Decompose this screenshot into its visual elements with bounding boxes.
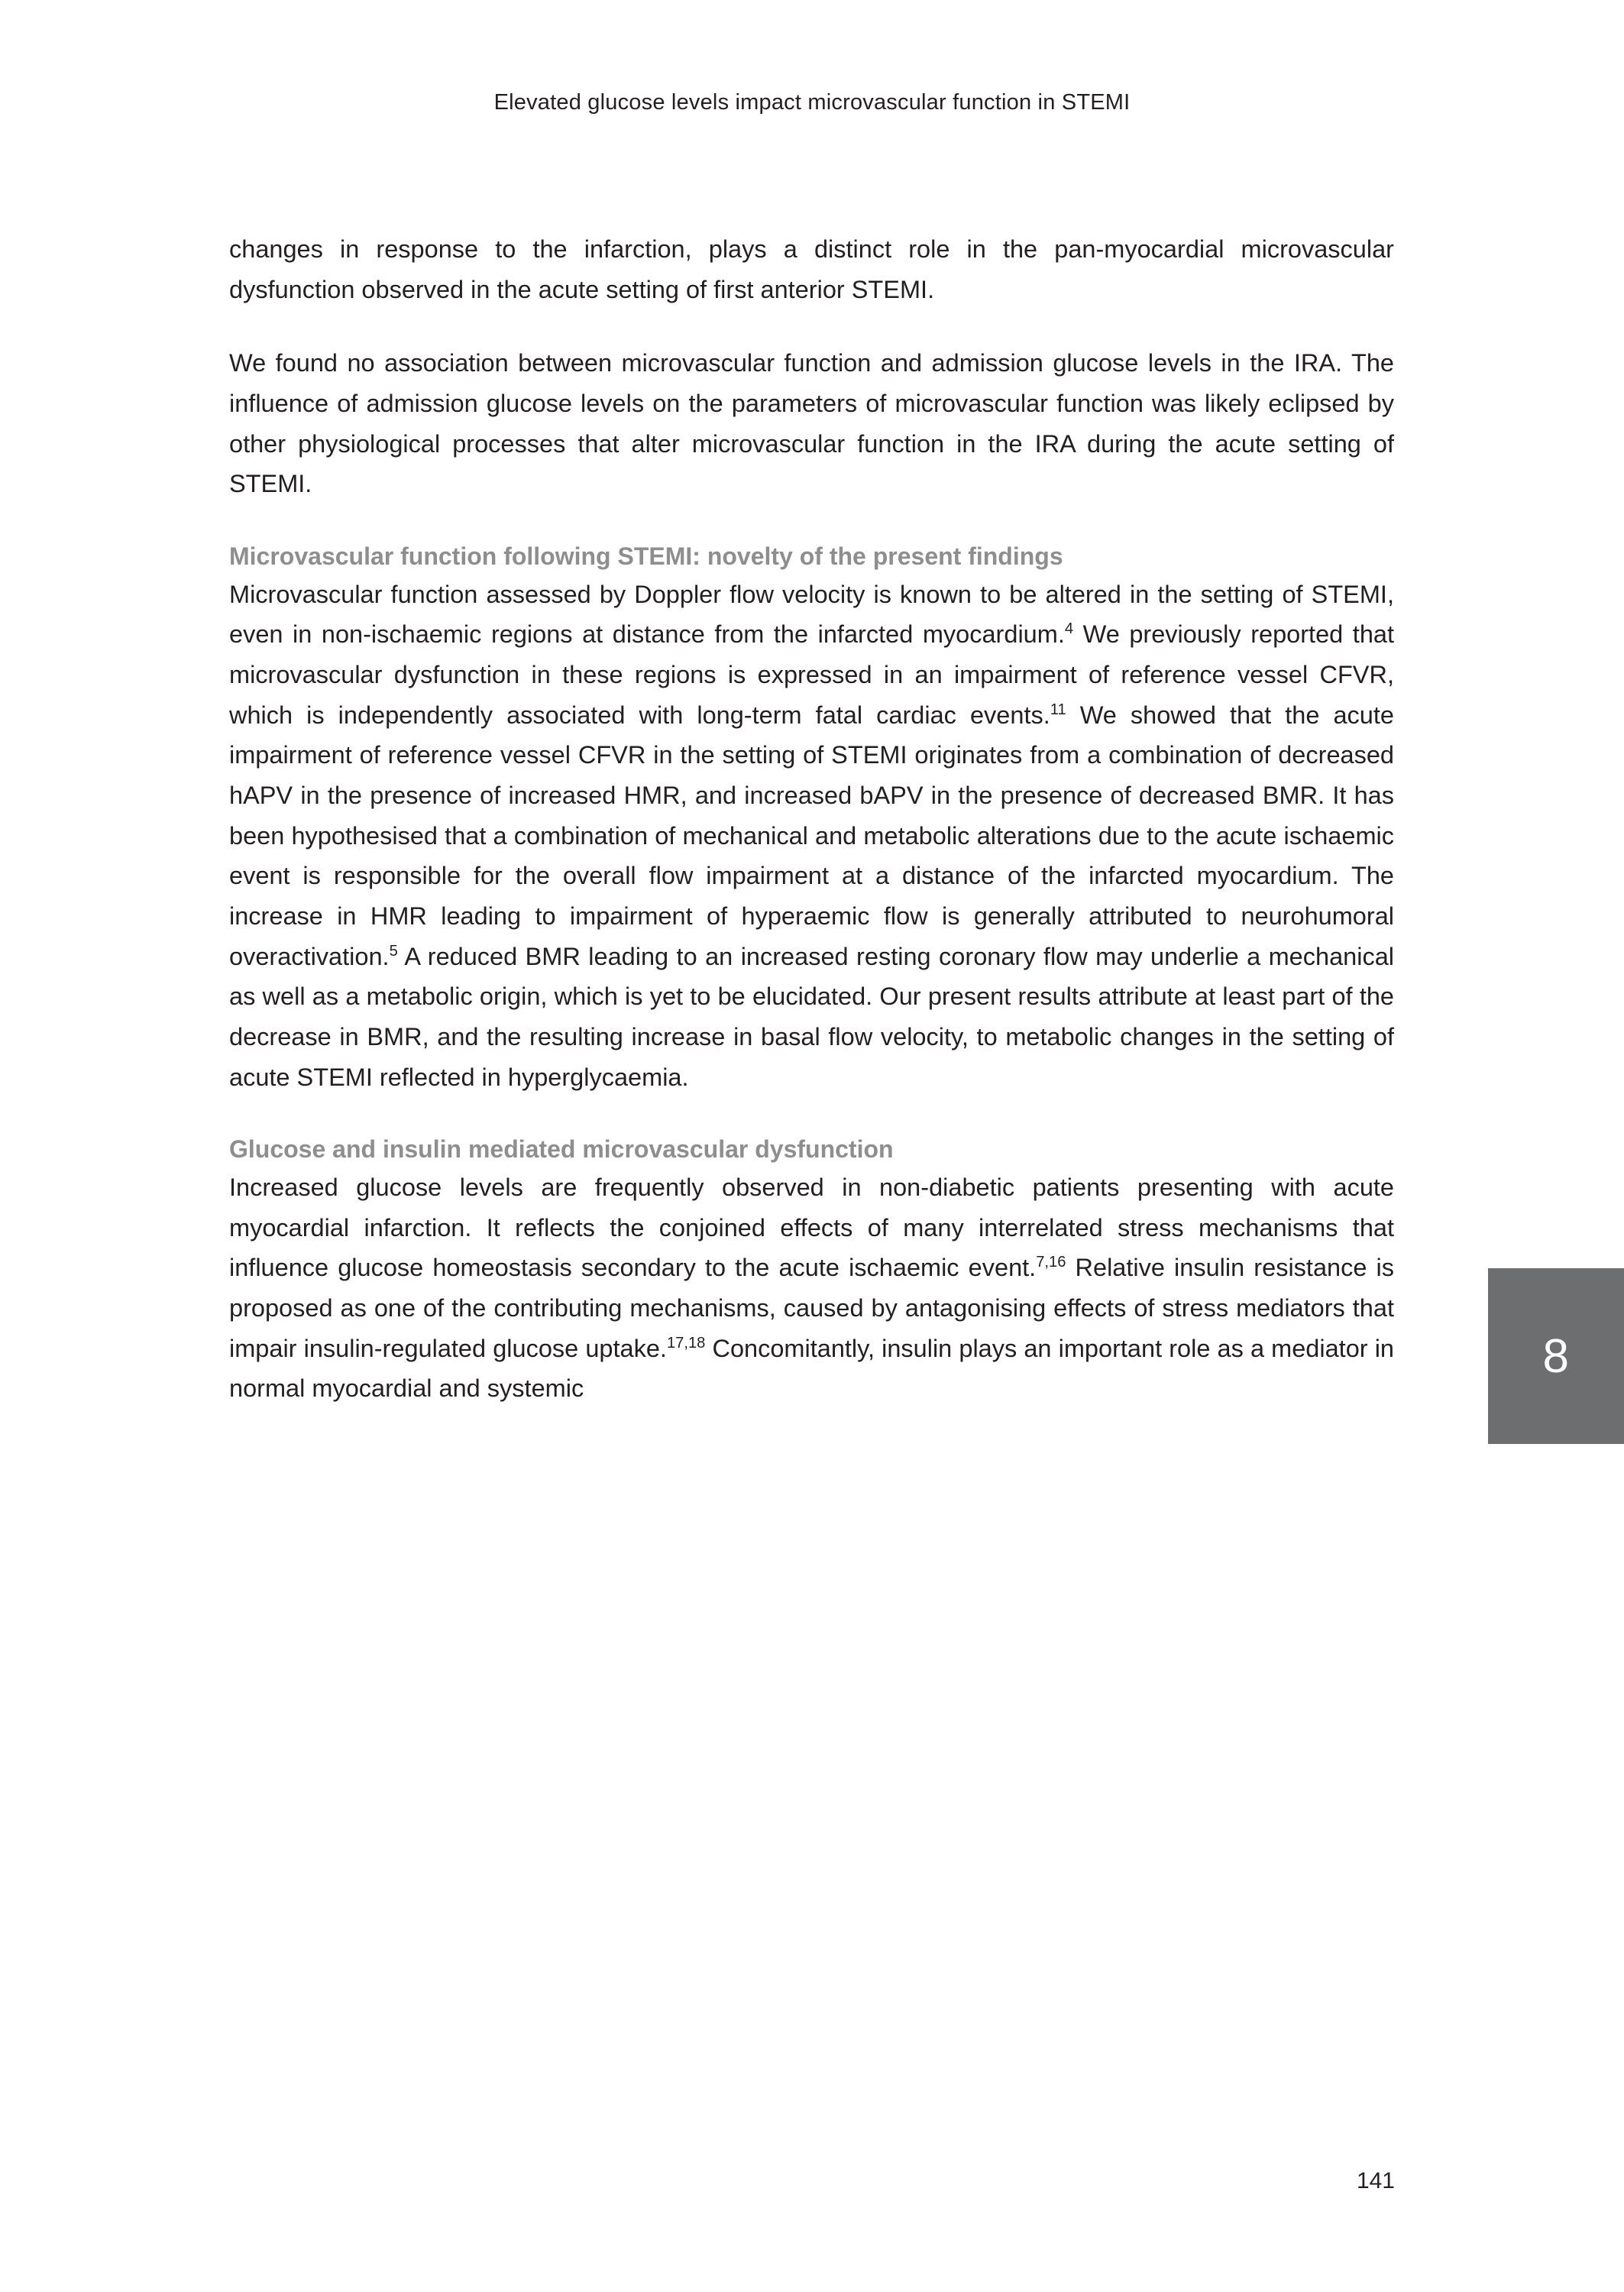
- paragraph-4-part-c: Concomitantly, insulin plays an important role as a mediator in normal myocardial and systemic: [229, 1334, 1395, 1403]
- paragraph-2: We found no association between microvascular function and admission glucose levels in the IRA. The influence of admission glucose levels on the parameters of microvascular function was likely eclipsed by other physiological processes that alter microvascular function in the IRA during the acute setting of STEMI.: [229, 349, 1394, 498]
- paragraph-spacer: [229, 309, 1394, 343]
- page-content: [229, 229, 1394, 1409]
- reference-marker-4: 4: [1064, 620, 1074, 638]
- paragraph-4-part-b: Relative insulin resistance is proposed as one of the contributing mechanisms, caused by antagonising effects of stress mediators that impair insulin-regulated glucose uptake.: [229, 1254, 1395, 1362]
- reference-marker-11: 11: [1050, 701, 1066, 718]
- chapter-number-tab: 8: [1488, 1268, 1624, 1444]
- paragraph-3-part-a: Microvascular function assessed by Doppler flow velocity is known to be altered in the setting of STEMI, even in non-ischaemic regions at distance from the infarcted myocardium.: [229, 580, 1394, 649]
- paragraph-4: [229, 1167, 1394, 1409]
- section-heading-microvascular-function: Microvascular function following STEMI: novelty of the present findings: [229, 542, 1063, 570]
- running-head: Elevated glucose levels impact microvascular function in STEMI: [493, 90, 1131, 115]
- paragraph-3-part-c: We showed that the acute impairment of reference vessel CFVR in the setting of STEMI originates from a combination of decreased hAPV in the presence of increased HMR, and increased bAPV in the presence of decreased BMR. It has been hypothesised that a combination of mechanical and metabolic alterations due to the acute ischaemic event is responsible for the overall flow impairment at a distance of the infarcted myocardium. The increase in HMR leading to impairment of hyperaemic flow is generally attributed to neurohumoral overactivation.: [229, 701, 1394, 970]
- paragraph-3: [229, 575, 1394, 1097]
- paragraph-4-part-a: Increased glucose levels are frequently observed in non-diabetic patients presenting with acute myocardial infarction. It reflects the conjoined effects of many interrelated stress mechanisms that influence glucose homeostasis secondary to the acute ischaemic event.: [229, 1174, 1394, 1282]
- reference-marker-5: 5: [389, 942, 398, 960]
- reference-marker-17-18: 17,18: [666, 1334, 706, 1352]
- paragraph-1: changes in response to the infarction, plays a distinct role in the pan-myocardial microvascular dysfunction observed in the acute setting of first anterior STEMI.: [229, 235, 1394, 303]
- reference-marker-7-16: 7,16: [1036, 1254, 1066, 1271]
- page-number: 141: [1356, 2168, 1395, 2193]
- paragraph-spacer: [229, 504, 1394, 538]
- section-heading-glucose-insulin: Glucose and insulin mediated microvascular dysfunction: [229, 1135, 894, 1164]
- paragraph-3-part-d: A reduced BMR leading to an increased resting coronary flow may underlie a mechanical as well as a metabolic origin, which is yet to be elucidated. Our present results attribute at least part of the decrease in BMR, and the resulting increase in basal flow velocity, to metabolic changes in the setting of acute STEMI reflected in hyperglycaemia.: [229, 942, 1394, 1091]
- paragraph-3-part-b: We previously reported that microvascular dysfunction in these regions is expressed in an impairment of reference vessel CFVR, which is independently associated with long-term fatal cardiac events.: [229, 620, 1394, 729]
- paragraph-spacer: [229, 1097, 1394, 1131]
